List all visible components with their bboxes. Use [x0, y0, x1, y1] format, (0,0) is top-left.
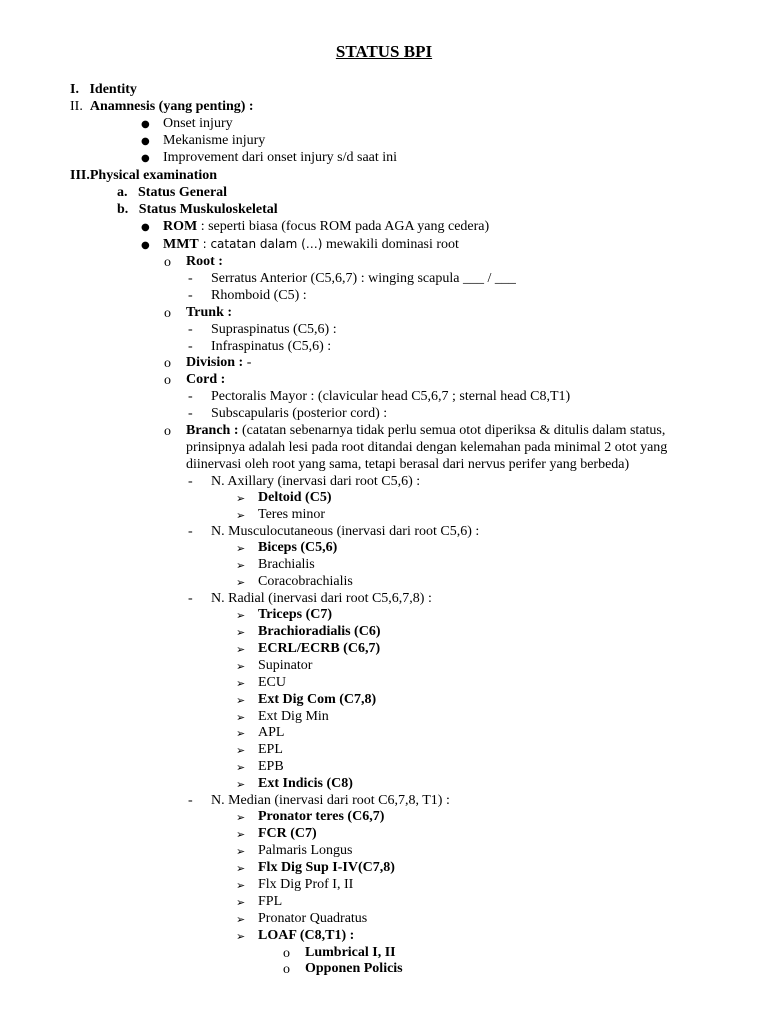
mmt-line: MMT : catatan dalam (…) mewakili dominasi root [163, 237, 459, 252]
dash-icon: - [188, 271, 193, 286]
dash-icon: - [188, 406, 193, 421]
section-3 [70, 167, 217, 184]
circle-bullet-icon: o [164, 356, 171, 371]
section-number: II. [70, 99, 83, 114]
circle-bullet-icon: o [164, 373, 171, 388]
section-label: Physical examination [89, 168, 218, 183]
muscle-item: Triceps (C7) [258, 607, 332, 622]
arrow-bullet-icon: ➢ [236, 896, 246, 909]
arrow-bullet-icon: ➢ [236, 744, 246, 757]
muscle-item: ECRL/ECRB (C6,7) [258, 641, 381, 656]
muscle-item: Pronator Quadratus [258, 911, 368, 926]
circle-bullet-icon: o [283, 962, 290, 977]
list-item: Onset injury [163, 116, 233, 131]
dash-icon: - [188, 591, 193, 606]
list-item: Mekanisme injury [163, 133, 266, 148]
muscle-item: Lumbrical I, II [305, 945, 396, 960]
muscle-item: Supinator [258, 658, 313, 673]
arrow-bullet-icon: ➢ [236, 930, 246, 943]
bullet-icon: ● [141, 136, 150, 147]
muscle-item: ECU [258, 675, 286, 690]
arrow-bullet-icon: ➢ [236, 711, 246, 724]
circle-bullet-icon: o [283, 946, 290, 961]
muscle-item: Brachioradialis (C6) [258, 624, 381, 639]
nerve-axillary: N. Axillary (inervasi dari root C5,6) : [211, 474, 421, 489]
trunk-heading: Trunk : [186, 305, 233, 320]
division-line: Division : - [186, 355, 252, 370]
dash-icon: - [188, 793, 193, 808]
dash-icon: - [188, 339, 193, 354]
dash-icon: - [188, 524, 193, 539]
section-2 [70, 98, 254, 115]
arrow-bullet-icon: ➢ [236, 778, 246, 791]
arrow-bullet-icon: ➢ [236, 845, 246, 858]
circle-bullet-icon: o [164, 424, 171, 439]
arrow-bullet-icon: ➢ [236, 828, 246, 841]
list-item: Improvement dari onset injury s/d saat ini [163, 150, 398, 165]
muscle-item: FPL [258, 894, 283, 909]
muscle-item: Flx Dig Sup I-IV(C7,8) [258, 860, 395, 875]
bullet-icon: ● [141, 119, 150, 130]
muscle-item: LOAF (C8,T1) : [258, 928, 355, 943]
nerve-radial: N. Radial (inervasi dari root C5,6,7,8) : [211, 591, 432, 606]
branch-line: Branch : (catatan sebenarnya tidak perlu semua otot diperiksa & ditulis dalam status, [186, 423, 666, 438]
bullet-icon: ● [141, 240, 150, 251]
muscle-item: Ext Dig Min [258, 709, 329, 724]
list-item: Pectoralis Mayor : (clavicular head C5,6,7 ; sternal head C8,T1) [211, 389, 571, 404]
arrow-bullet-icon: ➢ [236, 609, 246, 622]
muscle-item: Pronator teres (C6,7) [258, 809, 385, 824]
section-1 [70, 81, 137, 98]
arrow-bullet-icon: ➢ [236, 811, 246, 824]
arrow-bullet-icon: ➢ [236, 761, 246, 774]
arrow-bullet-icon: ➢ [236, 694, 246, 707]
subsection-a: a. Status General [117, 185, 228, 200]
muscle-item: Brachialis [258, 557, 315, 572]
arrow-bullet-icon: ➢ [236, 879, 246, 892]
muscle-item: APL [258, 725, 285, 740]
branch-note: prinsipnya adalah lesi pada root ditandai dengan kelemahan pada minimal 2 otot yang [186, 440, 668, 455]
arrow-bullet-icon: ➢ [236, 727, 246, 740]
bullet-icon: ● [141, 222, 150, 233]
arrow-bullet-icon: ➢ [236, 542, 246, 555]
muscle-item: EPL [258, 742, 283, 757]
muscle-item: FCR (C7) [258, 826, 317, 841]
dash-icon: - [188, 474, 193, 489]
muscle-item: Palmaris Longus [258, 843, 353, 858]
arrow-bullet-icon: ➢ [236, 913, 246, 926]
muscle-item: EPB [258, 759, 284, 774]
branch-note: diinervasi oleh root yang sama, tetapi berasal dari nervus perifer yang berbeda) [186, 457, 630, 472]
list-item: Subscapularis (posterior cord) : [211, 406, 388, 421]
section-label: Identity [89, 82, 137, 97]
arrow-bullet-icon: ➢ [236, 509, 246, 522]
arrow-bullet-icon: ➢ [236, 677, 246, 690]
cord-heading: Cord : [186, 372, 226, 387]
dash-icon: - [188, 389, 193, 404]
circle-bullet-icon: o [164, 306, 171, 321]
nerve-musculocutaneous: N. Musculocutaneous (inervasi dari root C5,6) : [211, 524, 480, 539]
list-item: Supraspinatus (C5,6) : [211, 322, 337, 337]
muscle-item: Ext Indicis (C8) [258, 776, 353, 791]
arrow-bullet-icon: ➢ [236, 626, 246, 639]
circle-bullet-icon: o [164, 255, 171, 270]
section-number: III. [70, 168, 90, 183]
arrow-bullet-icon: ➢ [236, 660, 246, 673]
subsection-label: Status General [138, 185, 228, 200]
muscle-item: Teres minor [258, 507, 326, 522]
document-title: STATUS BPI [335, 42, 433, 61]
subsection-label: Status Muskuloskeletal [138, 202, 278, 217]
muscle-item: Biceps (C5,6) [258, 540, 338, 555]
dash-icon: - [188, 322, 193, 337]
muscle-item: Ext Dig Com (C7,8) [258, 692, 377, 707]
section-number: I. [70, 82, 79, 97]
section-label: Anamnesis (yang penting) : [89, 99, 254, 114]
rom-line: ROM : seperti biasa (focus ROM pada AGA yang cedera) [163, 219, 490, 234]
bullet-icon: ● [141, 153, 150, 164]
root-heading: Root : [186, 254, 223, 269]
arrow-bullet-icon: ➢ [236, 862, 246, 875]
list-item: Serratus Anterior (C5,6,7) : winging scapula ___ / ___ [211, 271, 516, 286]
subsection-b: b. Status Muskuloskeletal [117, 202, 278, 217]
nerve-median: N. Median (inervasi dari root C6,7,8, T1) : [211, 793, 450, 808]
muscle-item: Deltoid (C5) [258, 490, 332, 505]
muscle-item: Opponen Policis [305, 961, 403, 976]
dash-icon: - [188, 288, 193, 303]
muscle-item: Flx Dig Prof I, II [258, 877, 354, 892]
arrow-bullet-icon: ➢ [236, 643, 246, 656]
muscle-item: Coracobrachialis [258, 574, 353, 589]
arrow-bullet-icon: ➢ [236, 576, 246, 589]
list-item: Rhomboid (C5) : [211, 288, 307, 303]
arrow-bullet-icon: ➢ [236, 559, 246, 572]
list-item: Infraspinatus (C5,6) : [211, 339, 332, 354]
arrow-bullet-icon: ➢ [236, 492, 246, 505]
